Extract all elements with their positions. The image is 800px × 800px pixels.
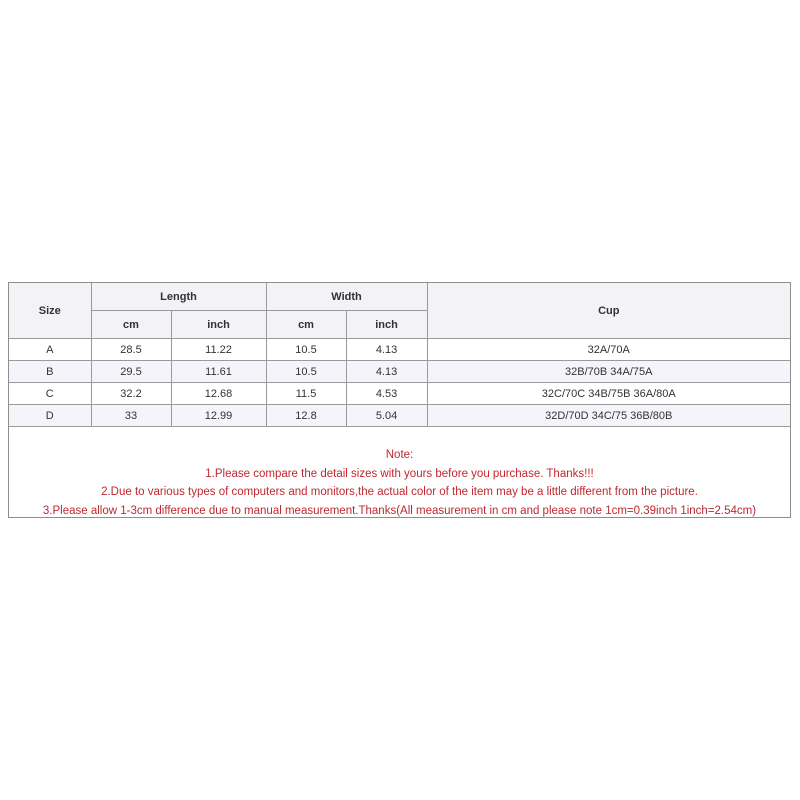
cell-width-inch: 4.13 xyxy=(346,339,427,361)
cell-width-cm: 10.5 xyxy=(266,339,346,361)
cell-length-inch: 11.22 xyxy=(171,339,266,361)
header-cup: Cup xyxy=(427,283,790,339)
cell-size: D xyxy=(9,405,91,427)
note-title: Note: xyxy=(385,449,414,461)
header-size: Size xyxy=(9,283,91,339)
header-length-cm: cm xyxy=(91,311,171,339)
cell-length-cm: 29.5 xyxy=(91,361,171,383)
note-line-3: 3.Please allow 1-3cm difference due to manual measurement.Thanks(All measurement in cm and please note 1cm=0.39inch 1inch=2.54cm) xyxy=(42,504,757,517)
cell-cup: 32A/70A xyxy=(427,339,790,361)
table-row xyxy=(9,361,790,383)
cell-width-inch: 4.13 xyxy=(346,361,427,383)
cell-cup: 32C/70C 34B/75B 36A/80A xyxy=(427,383,790,405)
size-table xyxy=(9,283,790,427)
table-row xyxy=(9,339,790,361)
cell-length-cm: 33 xyxy=(91,405,171,427)
note-line-2: 2.Due to various types of computers and monitors,the actual color of the item may be a little different from the picture. xyxy=(101,486,698,498)
table-row xyxy=(9,383,790,405)
cell-width-cm: 10.5 xyxy=(266,361,346,383)
cell-cup: 32B/70B 34A/75A xyxy=(427,361,790,383)
note-line-1: 1.Please compare the detail sizes with yours before you purchase. Thanks!!! xyxy=(205,467,594,480)
header-width-inch: inch xyxy=(346,311,427,339)
cell-width-inch: 5.04 xyxy=(346,405,427,427)
cell-length-inch: 12.68 xyxy=(171,383,266,405)
cell-length-cm: 32.2 xyxy=(91,383,171,405)
cell-length-inch: 12.99 xyxy=(171,405,266,427)
header-width: Width xyxy=(266,283,427,311)
cell-length-cm: 28.5 xyxy=(91,339,171,361)
table-row xyxy=(9,405,790,427)
cell-width-cm: 12.8 xyxy=(266,405,346,427)
cell-cup: 32D/70D 34C/75 36B/80B xyxy=(427,405,790,427)
header-length-inch: inch xyxy=(171,311,266,339)
cell-length-inch: 11.61 xyxy=(171,361,266,383)
cell-width-inch: 4.53 xyxy=(346,383,427,405)
notes-section xyxy=(9,446,790,520)
size-chart xyxy=(8,282,791,518)
cell-width-cm: 11.5 xyxy=(266,383,346,405)
cell-size: A xyxy=(9,339,91,361)
cell-size: B xyxy=(9,361,91,383)
cell-size: C xyxy=(9,383,91,405)
header-length: Length xyxy=(91,283,266,311)
header-width-cm: cm xyxy=(266,311,346,339)
